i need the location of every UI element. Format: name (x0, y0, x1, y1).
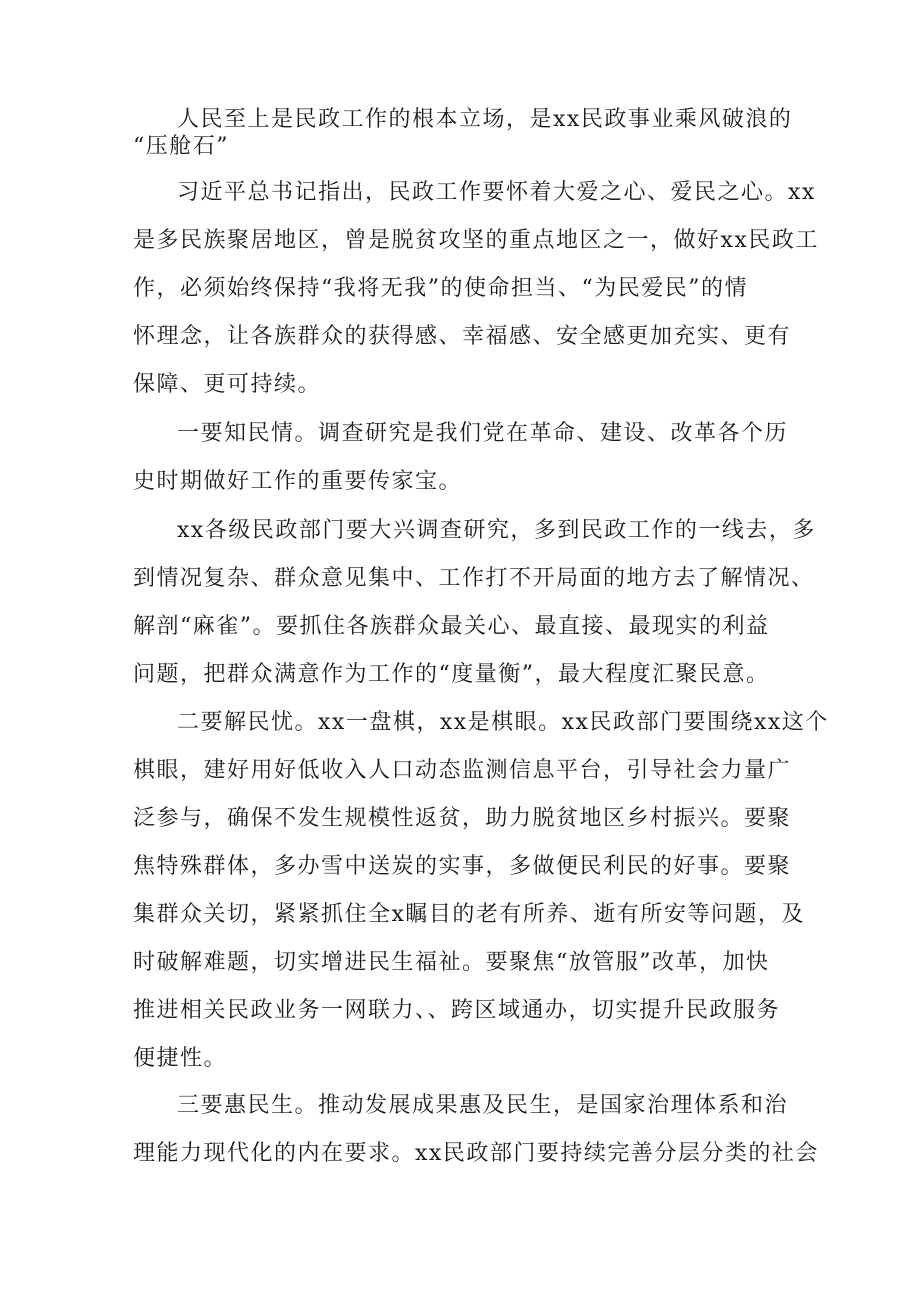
paragraph-2 (133, 411, 793, 504)
paragraph-1-line-3: 作，必须始终保持“我将无我”的使命担当、“为民爱民”的情 (133, 276, 748, 301)
paragraph-4-line-4: 焦特殊群体，多办雪中送炭的实事，多做便民利民的好事。要聚 (133, 854, 792, 879)
paragraph-2-line-1: 一要知民情。调查研究是我们党在革命、建设、改革各个历 (177, 421, 789, 446)
paragraph-4-line-1: 二要解民忧。xx一盘棋，xx是棋眼。xx民政部门要围绕xx这个 (177, 710, 829, 735)
paragraph-4-line-5: 集群众关切，紧紧抓住全x瞩目的老有所养、逝有所安等问题，及 (133, 902, 805, 927)
heading-line-1: 人民至上是民政工作的根本立场，是xx民政事业乘风破浪的 (177, 107, 793, 132)
paragraph-1-line-4: 怀理念，让各族群众的获得感、幸福感、安全感更加充实、更有 (133, 324, 792, 349)
paragraph-1-line-1: 习近平总书记指出，民政工作要怀着大爱之心、爱民之心。xx (177, 180, 816, 205)
paragraph-3-line-1: xx各级民政部门要大兴调查研究，多到民政工作的一线去，多 (177, 518, 816, 543)
paragraph-1-line-5: 保障、更可持续。 (133, 372, 322, 397)
paragraph-3-line-3: 解剖“麻雀”。要抓住各族群众最关心、最直接、最现实的利益 (133, 614, 770, 639)
paragraph-4-line-7: 推进相关民政业务一网联力、、跨区域通办，切实提升民政服务 (133, 998, 781, 1023)
paragraph-5-line-2: 理能力现代化的内在要求。xx民政部门要持续完善分层分类的社会 (133, 1141, 819, 1166)
paragraph-5 (133, 1083, 819, 1176)
paragraph-1 (133, 170, 819, 407)
paragraph-4 (133, 700, 829, 1081)
paragraph-4-line-3: 泛参与，确保不发生规模性返贫，助力脱贫地区乡村振兴。要聚 (133, 806, 792, 831)
paragraph-4-line-8: 便捷性。 (133, 1046, 228, 1071)
paragraph-3-line-4: 问题，把群众满意作为工作的“度量衡”，最大程度汇聚民意。 (133, 662, 770, 687)
paragraph-2-line-2: 史时期做好工作的重要传家宝。 (133, 469, 463, 494)
paragraph-1-line-2: 是多民族聚居地区，曾是脱贫攻坚的重点地区之一，做好xx民政工 (133, 228, 819, 253)
heading-line-2: “压舱石” (133, 134, 229, 159)
heading-paragraph (133, 97, 793, 169)
paragraph-3 (133, 508, 816, 697)
paragraph-4-line-6: 时破解难题，切实增进民生福祉。要聚焦“放管服”改革，加快 (133, 950, 770, 975)
paragraph-4-line-2: 棋眼，建好用好低收入人口动态监测信息平台，引导社会力量广 (133, 758, 792, 783)
paragraph-3-line-2: 到情况复杂、群众意见集中、工作打不开局面的地方去了解情况、 (133, 566, 815, 591)
paragraph-5-line-1: 三要惠民生。推动发展成果惠及民生，是国家治理体系和治 (177, 1093, 789, 1118)
